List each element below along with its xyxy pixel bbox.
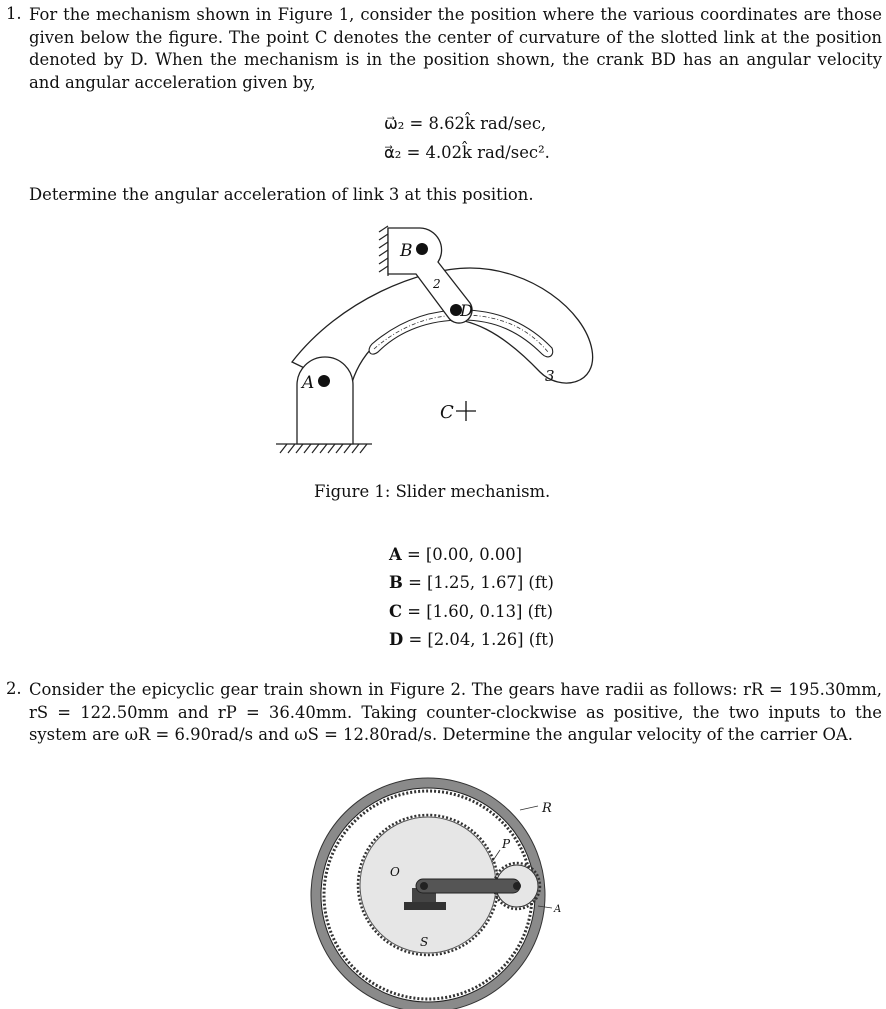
label-b: B [400,241,413,261]
coordinate-d-value: = [2.04, 1.26] (ft) [408,630,555,649]
coordinate-b-value: = [1.25, 1.67] (ft) [408,573,554,592]
label-s: S [420,935,429,949]
label-c: C [440,402,454,423]
problem-1-question: Determine the angular acceleration of link 3 at this position. [29,185,534,204]
label-link-3: 3 [545,367,555,385]
label-a-carrier: A [554,904,562,915]
problem-1-text: For the mechanism shown in Figure 1, consider the position where the various coordinates are those given below the figure. The point C denotes the center of curvature of the slotted link at the position denoted by D. When the mechanism is in the position shown, the crank BD has an angular velocity and angular acceleration given by, [29,5,882,92]
pivot-a [513,882,521,890]
coordinate-a-name: A [389,545,402,564]
label-p: P [502,837,511,851]
carrier-base [404,902,446,910]
figure-1-caption: Figure 1: Slider mechanism. [314,482,551,501]
equation-alpha: α⃗₂ = 4.02k̂ rad/sec². [384,143,550,162]
pivot-o [420,882,428,890]
coordinate-c-name: C [389,602,403,621]
problem-2-number: 2. [6,679,22,698]
problem-1-number: 1. [6,4,22,23]
label-r: R [542,801,552,816]
label-a: A [302,373,315,393]
coordinate-c-value: = [1.60, 0.13] (ft) [407,602,554,621]
coordinate-a-value: = [0.00, 0.00] [406,545,523,564]
problem-2-text: Consider the epicyclic gear train shown in Figure 2. The gears have radii as follows: rR = 195.30mm, rS = 122.50mm and rP = 36.40mm. Taking counter-clockwise as positive, the two inputs to the system are ωR = 6.90rad/s and ωS = 12.80rad/s. Determine the angular velocity of the carrier OA. [29,680,882,744]
carrier-arm-oa [416,879,520,893]
equation-omega: ω⃗₂ = 8.62k̂ rad/sec, [384,114,547,133]
coordinate-d-name: D [389,630,404,649]
label-d: D [460,301,473,320]
coordinate-b-name: B [389,573,403,592]
label-o: O [390,865,400,879]
label-link-2: 2 [433,277,441,291]
